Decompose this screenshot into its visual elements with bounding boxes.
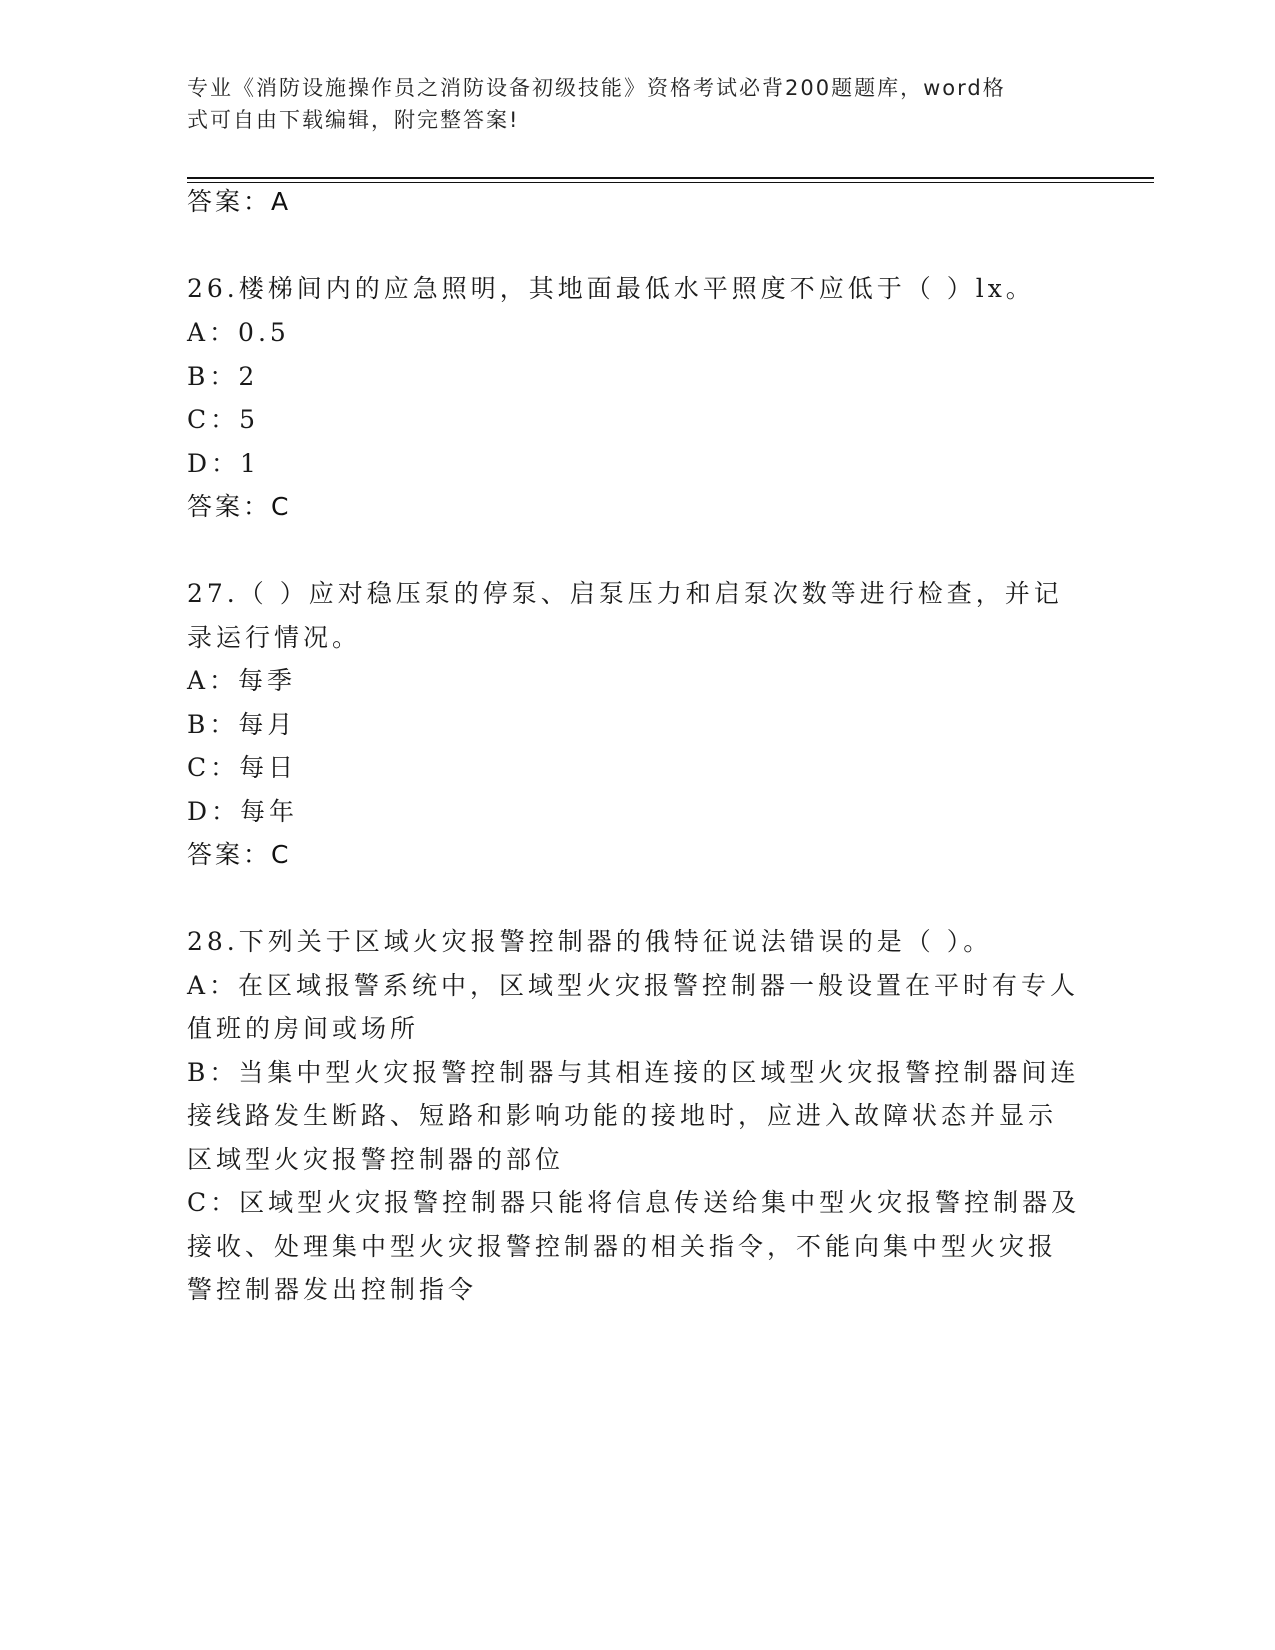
question-26-option-c: C：5 bbox=[187, 405, 260, 434]
question-28-option-c-line-3: 警控制器发出控制指令 bbox=[187, 1275, 478, 1304]
question-28-option-c-line-1: C：区域型火灾报警控制器只能将信息传送给集中型火灾报警控制器及 bbox=[187, 1188, 1081, 1217]
question-27-answer: 答案：C bbox=[187, 840, 292, 869]
question-28-option-a-line-2: 值班的房间或场所 bbox=[187, 1014, 420, 1043]
header-divider-thin bbox=[187, 182, 1154, 183]
question-27-option-a: A：每季 bbox=[187, 666, 297, 695]
previous-answer: 答案：A bbox=[187, 187, 292, 216]
question-28-option-b-line-1: B：当集中型火灾报警控制器与其相连接的区域型火灾报警控制器间连 bbox=[187, 1058, 1080, 1087]
question-26-answer: 答案：C bbox=[187, 492, 292, 521]
question-27-stem-line-2: 录运行情况。 bbox=[187, 623, 362, 652]
question-27-stem-line-1: 27.（ ）应对稳压泵的停泵、启泵压力和启泵次数等进行检查，并记 bbox=[187, 579, 1063, 608]
question-26-stem: 26.楼梯间内的应急照明，其地面最低水平照度不应低于（ ）lx。 bbox=[187, 274, 1035, 303]
question-28-option-a-line-1: A：在区域报警系统中，区域型火灾报警控制器一般设置在平时有专人 bbox=[187, 971, 1080, 1000]
question-27-option-d: D：每年 bbox=[187, 797, 299, 826]
question-26-option-a: A：0.5 bbox=[187, 318, 290, 347]
question-28-option-c-line-2: 接收、处理集中型火灾报警控制器的相关指令，不能向集中型火灾报 bbox=[187, 1232, 1058, 1261]
question-27-option-b: B：每月 bbox=[187, 710, 297, 739]
question-26-option-d: D：1 bbox=[187, 449, 260, 478]
question-27-option-c: C：每日 bbox=[187, 753, 298, 782]
question-28-option-b-line-3: 区域型火灾报警控制器的部位 bbox=[187, 1145, 565, 1174]
header-line-2: 式可自由下载编辑，附完整答案! bbox=[187, 108, 520, 132]
question-26-option-b: B：2 bbox=[187, 362, 259, 391]
header-line-1: 专业《消防设施操作员之消防设备初级技能》资格考试必背200题题库，word格 bbox=[187, 76, 1006, 100]
question-28-stem: 28.下列关于区域火灾报警控制器的俄特征说法错误的是（ ）。 bbox=[187, 927, 993, 956]
header-divider-thick bbox=[187, 177, 1154, 179]
document-header bbox=[187, 72, 1067, 136]
question-28-option-b-line-2: 接线路发生断路、短路和影响功能的接地时，应进入故障状态并显示 bbox=[187, 1101, 1058, 1130]
